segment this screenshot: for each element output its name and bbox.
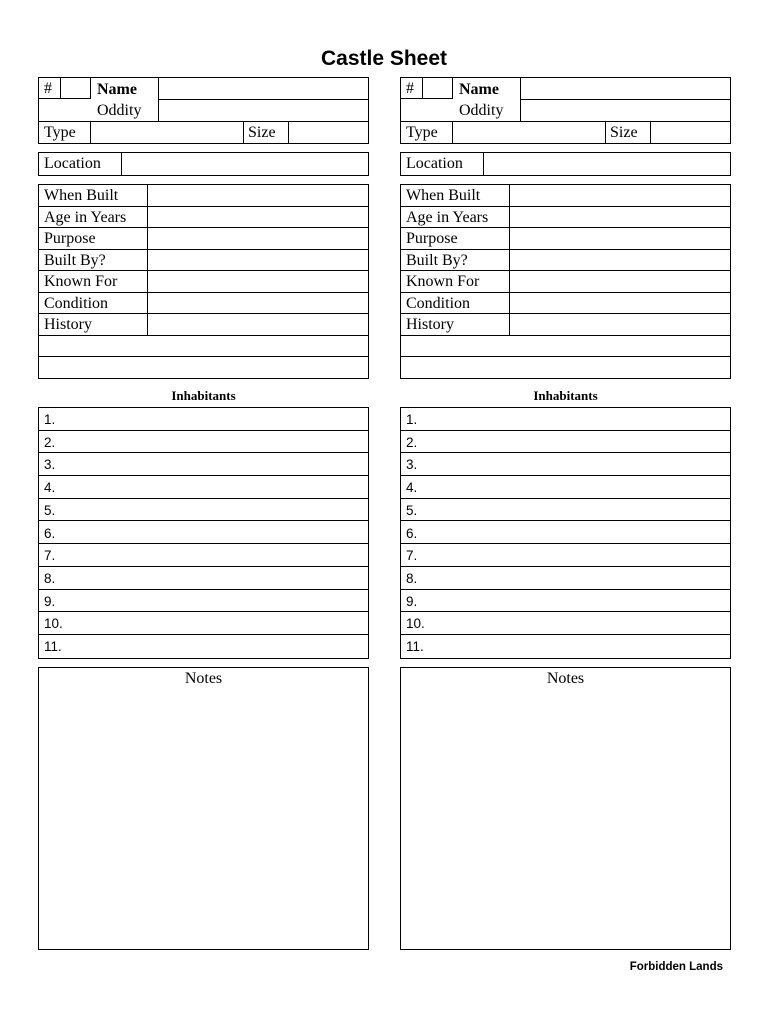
inhabitant-row[interactable]: 3.	[39, 453, 368, 476]
notes-label: Notes	[184, 670, 223, 687]
location-row	[400, 152, 731, 176]
detail-row[interactable]	[39, 271, 368, 293]
inhabitant-row[interactable]: 1.	[401, 408, 730, 431]
detail-row[interactable]	[401, 271, 730, 293]
inhabitant-row[interactable]: 9.	[39, 590, 368, 613]
inhabitant-row[interactable]: 8.	[401, 567, 730, 590]
detail-label: Condition	[401, 293, 510, 314]
detail-row-blank[interactable]	[401, 336, 730, 358]
inhabitants-title: Inhabitants	[533, 388, 598, 403]
inhabitant-row[interactable]: 8.	[39, 567, 368, 590]
inhabitants-list	[400, 407, 731, 659]
header-block	[38, 77, 369, 122]
inhabitant-row[interactable]: 3.	[401, 453, 730, 476]
castle-sheet-right	[400, 0, 731, 1024]
detail-row[interactable]	[401, 228, 730, 250]
inhabitant-row[interactable]: 11.	[44, 639, 62, 654]
location-row	[38, 152, 369, 176]
detail-row[interactable]	[39, 250, 368, 272]
detail-label: Purpose	[401, 228, 510, 249]
inhabitant-row[interactable]: 2.	[39, 431, 368, 454]
footer-brand: Forbidden Lands	[629, 961, 723, 973]
notes-box[interactable]	[400, 667, 731, 950]
inhabitant-row[interactable]: 6.	[39, 522, 368, 545]
inhabitant-row[interactable]: 6.	[401, 522, 730, 545]
number-field[interactable]	[61, 78, 91, 99]
inhabitant-row[interactable]: 4.	[401, 476, 730, 499]
type-field[interactable]	[91, 122, 244, 143]
detail-label: Purpose	[39, 228, 148, 249]
type-field[interactable]	[453, 122, 606, 143]
detail-row[interactable]	[401, 250, 730, 272]
inhabitant-row[interactable]: 9.	[401, 590, 730, 613]
oddity-field[interactable]	[158, 100, 368, 121]
oddity-label: Oddity	[97, 102, 142, 119]
detail-label: Condition	[39, 293, 148, 314]
detail-row[interactable]	[39, 228, 368, 250]
detail-label: Built By?	[401, 250, 510, 271]
detail-label: When Built	[401, 185, 510, 206]
number-label: #	[39, 78, 61, 99]
inhabitant-row[interactable]: 1.	[39, 408, 368, 431]
detail-row[interactable]	[39, 314, 368, 336]
location-label: Location	[401, 153, 484, 175]
name-field[interactable]	[158, 78, 368, 100]
inhabitant-row[interactable]: 10.	[39, 612, 368, 635]
detail-row[interactable]	[39, 207, 368, 229]
details-table	[38, 184, 369, 379]
name-label: Name	[459, 81, 499, 98]
detail-row[interactable]	[401, 207, 730, 229]
oddity-label: Oddity	[459, 102, 504, 119]
type-size-row	[400, 121, 731, 144]
number-field[interactable]	[423, 78, 453, 99]
inhabitant-row[interactable]: 11.	[406, 639, 424, 654]
detail-row[interactable]	[39, 293, 368, 315]
inhabitant-row[interactable]: 10.	[401, 612, 730, 635]
detail-row-blank[interactable]	[39, 357, 368, 378]
number-label: #	[401, 78, 423, 99]
detail-label: Built By?	[39, 250, 148, 271]
location-label: Location	[39, 153, 122, 175]
size-label: Size	[606, 122, 651, 143]
name-field[interactable]	[520, 78, 730, 100]
inhabitants-title: Inhabitants	[171, 388, 236, 403]
castle-sheet-left	[38, 0, 369, 1024]
detail-row[interactable]	[401, 293, 730, 315]
type-label: Type	[39, 122, 91, 143]
header-block	[400, 77, 731, 122]
inhabitant-row[interactable]: 7.	[39, 544, 368, 567]
detail-label: Age in Years	[39, 207, 148, 228]
detail-row[interactable]	[401, 185, 730, 207]
name-label: Name	[97, 81, 137, 98]
inhabitant-row[interactable]: 4.	[39, 476, 368, 499]
details-table	[400, 184, 731, 379]
notes-label: Notes	[546, 670, 585, 687]
inhabitant-row[interactable]: 5.	[401, 499, 730, 522]
inhabitant-row[interactable]: 7.	[401, 544, 730, 567]
size-label: Size	[244, 122, 289, 143]
notes-box[interactable]	[38, 667, 369, 950]
page-title: Castle Sheet	[320, 47, 448, 70]
type-size-row	[38, 121, 369, 144]
detail-label: Known For	[39, 271, 148, 292]
detail-label: History	[39, 314, 148, 335]
detail-row-blank[interactable]	[401, 357, 730, 378]
detail-label: History	[401, 314, 510, 335]
inhabitant-row[interactable]: 5.	[39, 499, 368, 522]
detail-row[interactable]	[401, 314, 730, 336]
oddity-field[interactable]	[520, 100, 730, 121]
detail-label: When Built	[39, 185, 148, 206]
detail-label: Known For	[401, 271, 510, 292]
detail-row[interactable]	[39, 185, 368, 207]
detail-row-blank[interactable]	[39, 336, 368, 358]
inhabitants-list	[38, 407, 369, 659]
type-label: Type	[401, 122, 453, 143]
inhabitant-row[interactable]: 2.	[401, 431, 730, 454]
detail-label: Age in Years	[401, 207, 510, 228]
